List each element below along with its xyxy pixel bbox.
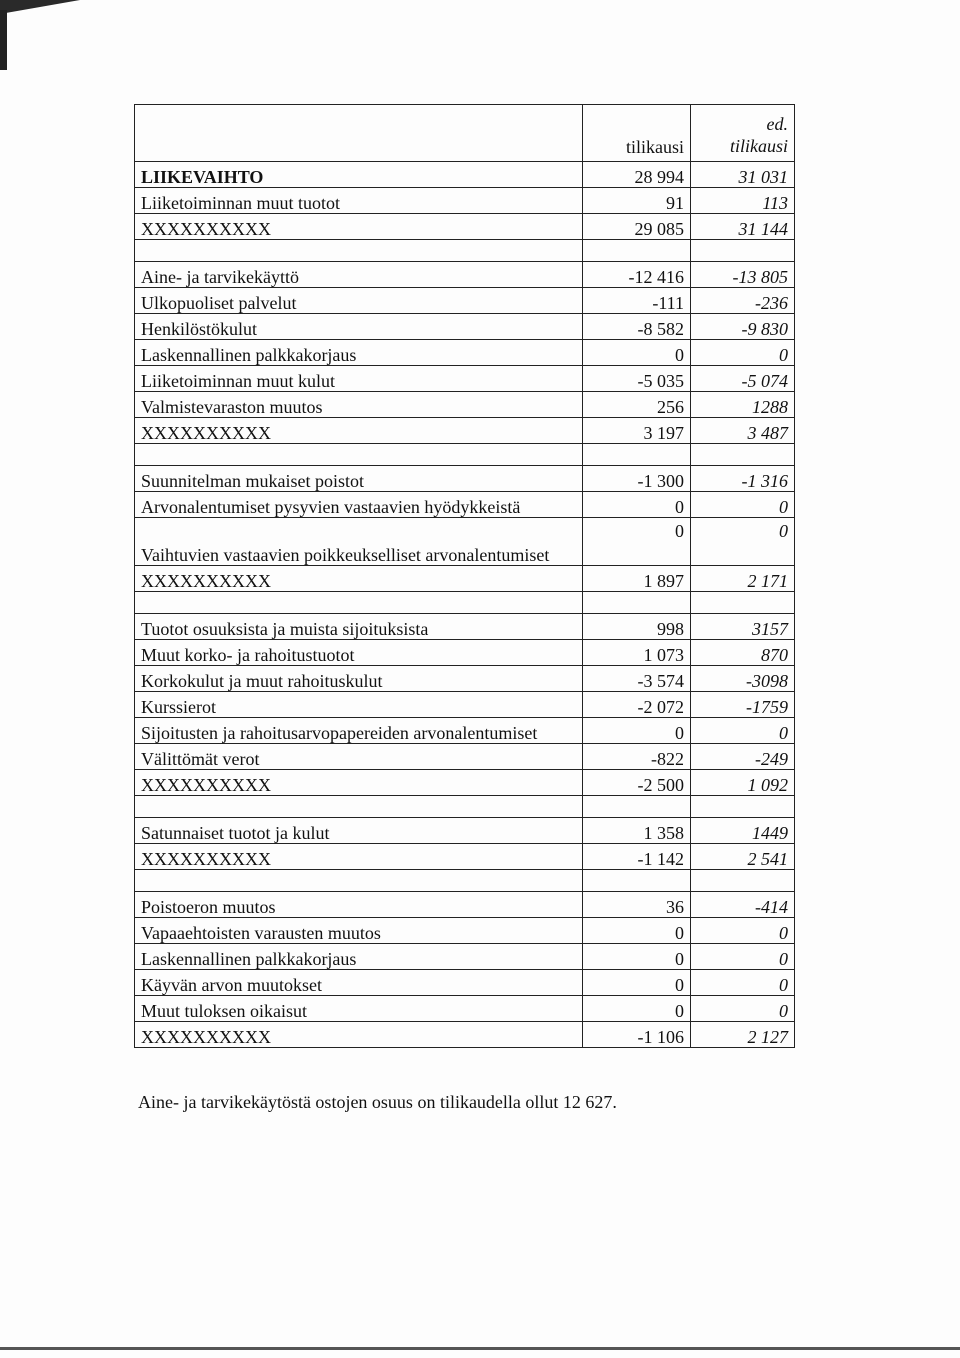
table-row xyxy=(135,492,795,518)
table-row xyxy=(135,392,795,418)
row-current: 0 xyxy=(583,718,691,744)
row-current: -12 416 xyxy=(583,262,691,288)
row-current: 0 xyxy=(583,340,691,366)
row-previous: 0 xyxy=(691,918,795,944)
row-current: -2 500 xyxy=(583,770,691,796)
row-previous: 0 xyxy=(691,944,795,970)
spacer-row xyxy=(135,796,795,818)
row-label: Sijoitusten ja rahoitusarvopapereiden arvonalentumiset xyxy=(135,718,583,744)
row-current: -1 300 xyxy=(583,466,691,492)
row-current: 3 197 xyxy=(583,418,691,444)
row-current: 0 xyxy=(583,996,691,1022)
row-label: Suunnitelman mukaiset poistot xyxy=(135,466,583,492)
table-row xyxy=(135,996,795,1022)
row-current: 1 897 xyxy=(583,566,691,592)
table-row xyxy=(135,188,795,214)
row-label: Muut korko- ja rahoitustuotot xyxy=(135,640,583,666)
row-current: -8 582 xyxy=(583,314,691,340)
spacer-row xyxy=(135,240,795,262)
row-previous: -5 074 xyxy=(691,366,795,392)
table-row xyxy=(135,466,795,492)
row-previous: 0 xyxy=(691,718,795,744)
row-previous: -249 xyxy=(691,744,795,770)
row-label: Poistoeron muutos xyxy=(135,892,583,918)
row-previous: 3157 xyxy=(691,614,795,640)
row-current: -822 xyxy=(583,744,691,770)
row-label: Laskennallinen palkkakorjaus xyxy=(135,944,583,970)
row-previous: 113 xyxy=(691,188,795,214)
row-label: Ulkopuoliset palvelut xyxy=(135,288,583,314)
row-current: 0 xyxy=(583,970,691,996)
row-label: XXXXXXXXXX xyxy=(135,770,583,796)
table-row xyxy=(135,314,795,340)
row-previous: 31 144 xyxy=(691,214,795,240)
row-current: 998 xyxy=(583,614,691,640)
row-label: Liiketoiminnan muut tuotot xyxy=(135,188,583,214)
row-current: -3 574 xyxy=(583,666,691,692)
table-row xyxy=(135,262,795,288)
row-previous: 1449 xyxy=(691,818,795,844)
row-label: XXXXXXXXXX xyxy=(135,1022,583,1048)
row-label: Kurssierot xyxy=(135,692,583,718)
row-previous: 0 xyxy=(691,970,795,996)
table-row xyxy=(135,162,795,188)
table-row xyxy=(135,418,795,444)
row-current: -2 072 xyxy=(583,692,691,718)
row-previous: 0 xyxy=(691,518,795,566)
row-label: Käyvän arvon muutokset xyxy=(135,970,583,996)
row-previous: 870 xyxy=(691,640,795,666)
table-row xyxy=(135,970,795,996)
income-statement-table xyxy=(134,104,795,1048)
spacer-row xyxy=(135,592,795,614)
row-previous: 3 487 xyxy=(691,418,795,444)
table-row xyxy=(135,640,795,666)
row-label: Valmistevaraston muutos xyxy=(135,392,583,418)
row-previous: 0 xyxy=(691,340,795,366)
row-current: 28 994 xyxy=(583,162,691,188)
row-label: Liiketoiminnan muut kulut xyxy=(135,366,583,392)
row-previous: 1 092 xyxy=(691,770,795,796)
row-label: Korkokulut ja muut rahoituskulut xyxy=(135,666,583,692)
row-previous: -236 xyxy=(691,288,795,314)
row-previous: -1759 xyxy=(691,692,795,718)
row-previous: 2 541 xyxy=(691,844,795,870)
table-row xyxy=(135,918,795,944)
footnote: Aine- ja tarvikekäytöstä ostojen osuus on tilikaudella ollut 12 627. xyxy=(138,1092,617,1112)
table-row xyxy=(135,718,795,744)
table-row xyxy=(135,818,795,844)
row-previous: 1288 xyxy=(691,392,795,418)
header-current: tilikausi xyxy=(583,105,691,162)
table-row xyxy=(135,366,795,392)
row-label: Arvonalentumiset pysyvien vastaavien hyödykkeistä xyxy=(135,492,583,518)
row-previous: 2 127 xyxy=(691,1022,795,1048)
table-row xyxy=(135,1022,795,1048)
row-current: 1 073 xyxy=(583,640,691,666)
row-label: Tuotot osuuksista ja muista sijoituksista xyxy=(135,614,583,640)
table-row xyxy=(135,288,795,314)
spacer-row xyxy=(135,870,795,892)
table-row xyxy=(135,214,795,240)
table-row xyxy=(135,892,795,918)
table-row xyxy=(135,666,795,692)
row-previous: 0 xyxy=(691,996,795,1022)
row-label: Muut tuloksen oikaisut xyxy=(135,996,583,1022)
row-label: Laskennallinen palkkakorjaus xyxy=(135,340,583,366)
row-current: 0 xyxy=(583,918,691,944)
table-row xyxy=(135,614,795,640)
row-previous: -414 xyxy=(691,892,795,918)
scan-edge-line xyxy=(0,1347,960,1350)
row-label: XXXXXXXXXX xyxy=(135,214,583,240)
row-label: XXXXXXXXXX xyxy=(135,566,583,592)
row-label: Välittömät verot xyxy=(135,744,583,770)
row-current: -5 035 xyxy=(583,366,691,392)
row-previous: 31 031 xyxy=(691,162,795,188)
row-label: XXXXXXXXXX xyxy=(135,418,583,444)
row-previous: -9 830 xyxy=(691,314,795,340)
table-row xyxy=(135,518,795,566)
header-previous xyxy=(691,105,795,162)
table-row xyxy=(135,770,795,796)
table-row xyxy=(135,566,795,592)
row-previous: -3098 xyxy=(691,666,795,692)
scan-edge-mark xyxy=(0,10,7,70)
row-current: 0 xyxy=(583,944,691,970)
row-current: -111 xyxy=(583,288,691,314)
row-current: 0 xyxy=(583,492,691,518)
row-previous: 2 171 xyxy=(691,566,795,592)
row-current: -1 142 xyxy=(583,844,691,870)
row-previous: -1 316 xyxy=(691,466,795,492)
row-previous: 0 xyxy=(691,492,795,518)
table-row xyxy=(135,944,795,970)
row-label: Vapaaehtoisten varausten muutos xyxy=(135,918,583,944)
row-current: 256 xyxy=(583,392,691,418)
header-label-cell xyxy=(135,105,583,162)
header-previous-line1: ed. xyxy=(766,114,788,134)
table-header-row xyxy=(135,105,795,162)
row-label: Aine- ja tarvikekäyttö xyxy=(135,262,583,288)
row-current: 91 xyxy=(583,188,691,214)
row-label: Vaihtuvien vastaavien poikkeukselliset arvonalentumiset xyxy=(135,518,583,566)
row-label: XXXXXXXXXX xyxy=(135,844,583,870)
header-previous-line2: tilikausi xyxy=(730,136,788,156)
table-row xyxy=(135,844,795,870)
row-current: 36 xyxy=(583,892,691,918)
row-previous: -13 805 xyxy=(691,262,795,288)
table-row xyxy=(135,340,795,366)
scan-corner-mark xyxy=(0,0,80,14)
table-row xyxy=(135,692,795,718)
table-row xyxy=(135,744,795,770)
row-label: LIIKEVAIHTO xyxy=(135,162,583,188)
row-current: 29 085 xyxy=(583,214,691,240)
row-label: Satunnaiset tuotot ja kulut xyxy=(135,818,583,844)
row-label: Henkilöstökulut xyxy=(135,314,583,340)
row-current: 0 xyxy=(583,518,691,566)
row-current: -1 106 xyxy=(583,1022,691,1048)
spacer-row xyxy=(135,444,795,466)
row-current: 1 358 xyxy=(583,818,691,844)
